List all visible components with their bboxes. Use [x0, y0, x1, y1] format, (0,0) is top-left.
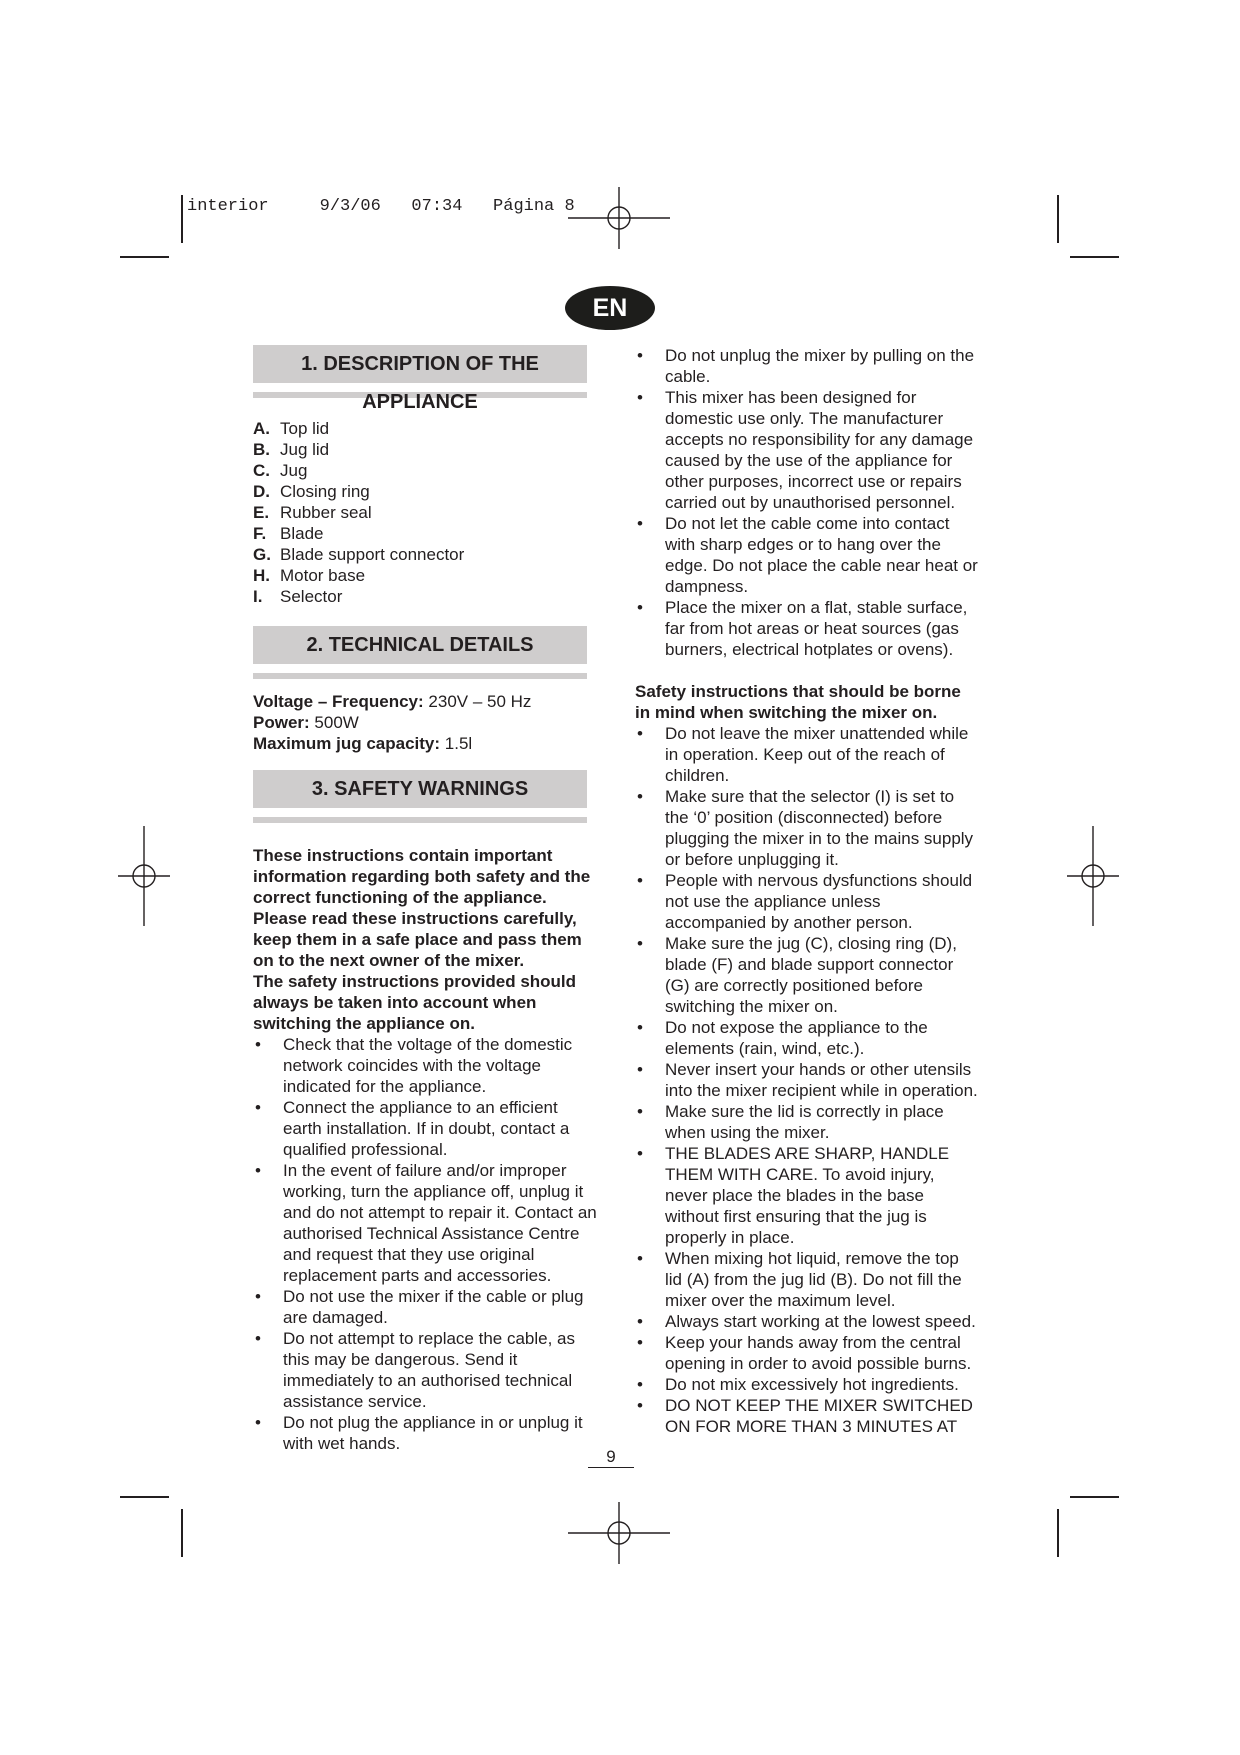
- part-letter: G.: [253, 545, 271, 564]
- part-item: [253, 418, 598, 439]
- switching-item: • THE BLADES ARE SHARP, HANDLE THEM WITH CARE. To avoid injury, never place the blades in the base without first ensuring that the jug is properly in place.: [635, 1143, 980, 1248]
- switching-item: • When mixing hot liquid, remove the top lid (A) from the jug lid (B). Do not fill the mixer over the maximum level.: [635, 1248, 980, 1311]
- part-letter: F.: [253, 524, 267, 543]
- section-3-rule: [253, 817, 587, 823]
- section-2-heading: 2. TECHNICAL DETAILS: [253, 626, 587, 664]
- crop-mark-bl-vertical: [181, 1509, 183, 1557]
- switching-item: • Make sure the jug (C), closing ring (D), blade (F) and blade support connector (G) are correctly positioned before switching the mixer on.: [635, 933, 980, 1017]
- safety-list-left: [253, 1034, 598, 1454]
- part-name: Jug: [280, 461, 308, 480]
- section-3-heading: 3. SAFETY WARNINGS: [253, 770, 587, 808]
- part-item: [253, 565, 598, 586]
- part-letter: H.: [253, 566, 270, 585]
- safety-intro: These instructions contain important information regarding both safety and the correct functioning of the appliance. Please read these instructions carefully, keep them in a safe place and pass them on to the next owner of the mixer.: [253, 846, 591, 970]
- capacity-label: Maximum jug capacity:: [253, 734, 441, 753]
- switching-item: • Do not expose the appliance to the elements (rain, wind, etc.).: [635, 1017, 980, 1059]
- crop-mark-br-vertical: [1057, 1509, 1059, 1557]
- part-name: Motor base: [280, 566, 366, 585]
- switching-item: • Never insert your hands or other utensils into the mixer recipient while in operation.: [635, 1059, 980, 1101]
- switching-heading: Safety instructions that should be borne in mind when switching the mixer on.: [635, 682, 961, 722]
- registration-mark-right: [1067, 826, 1119, 926]
- right-column: [635, 345, 980, 1437]
- part-letter: D.: [253, 482, 270, 501]
- safety-item: • In the event of failure and/or improper working, turn the appliance off, unplug it and do not attempt to repair it. Contact an authorised Technical Assistance Centre and request that they use original replacement parts and accessories.: [253, 1160, 598, 1286]
- safety-item: • Do not plug the appliance in or unplug it with wet hands.: [253, 1412, 598, 1454]
- safety-item: • Connect the appliance to an efficient earth installation. If in doubt, contact a qualified professional.: [253, 1097, 598, 1160]
- switching-item: • Do not leave the mixer unattended while in operation. Keep out of the reach of children.: [635, 723, 980, 786]
- safety-item: • Do not attempt to replace the cable, as this may be dangerous. Send it immediately to an authorised technical assistance service.: [253, 1328, 598, 1412]
- part-letter: I.: [253, 587, 263, 606]
- part-item: [253, 586, 598, 607]
- part-name: Blade support connector: [280, 545, 465, 564]
- part-name: Jug lid: [280, 440, 330, 459]
- safety-item: • Check that the voltage of the domestic network coincides with the voltage indicated for the appliance.: [253, 1034, 598, 1097]
- capacity-value: 1.5l: [440, 734, 473, 753]
- page-number: 9: [588, 1447, 634, 1468]
- voltage-label: Voltage – Frequency:: [253, 692, 424, 711]
- part-letter: B.: [253, 440, 270, 459]
- power-label: Power:: [253, 713, 310, 732]
- parts-list: [253, 418, 598, 607]
- switching-item: • Always start working at the lowest speed.: [635, 1311, 980, 1332]
- switching-item: • DO NOT KEEP THE MIXER SWITCHED ON FOR MORE THAN 3 MINUTES AT: [635, 1395, 980, 1437]
- crop-mark-bl-horizontal: [120, 1496, 169, 1498]
- safety-item: • Place the mixer on a flat, stable surface, far from hot areas or heat sources (gas burners, electrical hotplates or ovens).: [635, 597, 980, 660]
- part-item: [253, 481, 598, 502]
- voltage-value: 230V – 50 Hz: [423, 692, 532, 711]
- crop-mark-tr-vertical: [1057, 195, 1059, 243]
- safety-item: • Do not use the mixer if the cable or plug are damaged.: [253, 1286, 598, 1328]
- section-2-rule: [253, 673, 587, 679]
- registration-mark-top: [568, 187, 670, 249]
- registration-mark-left: [118, 826, 170, 926]
- technical-details: [253, 691, 598, 754]
- part-name: Rubber seal: [280, 503, 372, 522]
- part-name: Selector: [280, 587, 343, 606]
- safety-intro-2: The safety instructions provided should always be taken into account when switching the appliance on.: [253, 972, 577, 1033]
- switching-item: • Make sure the lid is correctly in place when using the mixer.: [635, 1101, 980, 1143]
- part-name: Blade: [280, 524, 324, 543]
- power-row: [253, 712, 598, 733]
- part-item: [253, 523, 598, 544]
- part-item: [253, 460, 598, 481]
- switching-item: • Do not mix excessively hot ingredients.: [635, 1374, 980, 1395]
- crop-mark-tr-horizontal: [1070, 256, 1119, 258]
- section-1-heading: 1. DESCRIPTION OF THE APPLIANCE: [253, 345, 587, 383]
- part-item: [253, 439, 598, 460]
- part-letter: A.: [253, 419, 270, 438]
- voltage-row: [253, 691, 598, 712]
- power-value: 500W: [309, 713, 359, 732]
- part-item: [253, 502, 598, 523]
- part-item: [253, 544, 598, 565]
- crop-mark-br-horizontal: [1070, 1496, 1119, 1498]
- left-column: [253, 345, 598, 1454]
- switching-item: • Keep your hands away from the central opening in order to avoid possible burns.: [635, 1332, 980, 1374]
- switching-item: • Make sure that the selector (I) is set to the ‘0’ position (disconnected) before plugging the mixer in to the mains supply or before unplugging it.: [635, 786, 980, 870]
- part-letter: E.: [253, 503, 270, 522]
- registration-mark-bottom: [568, 1502, 670, 1564]
- capacity-row: [253, 733, 598, 754]
- print-slug: interior 9/3/06 07:34 Página 8: [187, 197, 575, 216]
- language-badge: EN: [565, 286, 655, 330]
- safety-item: • This mixer has been designed for domestic use only. The manufacturer accepts no responsibility for any damage caused by the use of the appliance for other purposes, incorrect use or repairs carried out by unauthorised personnel.: [635, 387, 980, 513]
- crop-mark-tl-horizontal: [120, 256, 169, 258]
- part-letter: C.: [253, 461, 270, 480]
- switching-item: • People with nervous dysfunctions should not use the appliance unless accompanied by another person.: [635, 870, 980, 933]
- safety-item: • Do not let the cable come into contact with sharp edges or to hang over the edge. Do not place the cable near heat or dampness.: [635, 513, 980, 597]
- crop-mark-tl-vertical: [181, 195, 183, 243]
- safety-list-right: [635, 345, 980, 660]
- switching-list: [635, 723, 980, 1437]
- part-name: Top lid: [280, 419, 330, 438]
- safety-item: • Do not unplug the mixer by pulling on the cable.: [635, 345, 980, 387]
- part-name: Closing ring: [280, 482, 370, 501]
